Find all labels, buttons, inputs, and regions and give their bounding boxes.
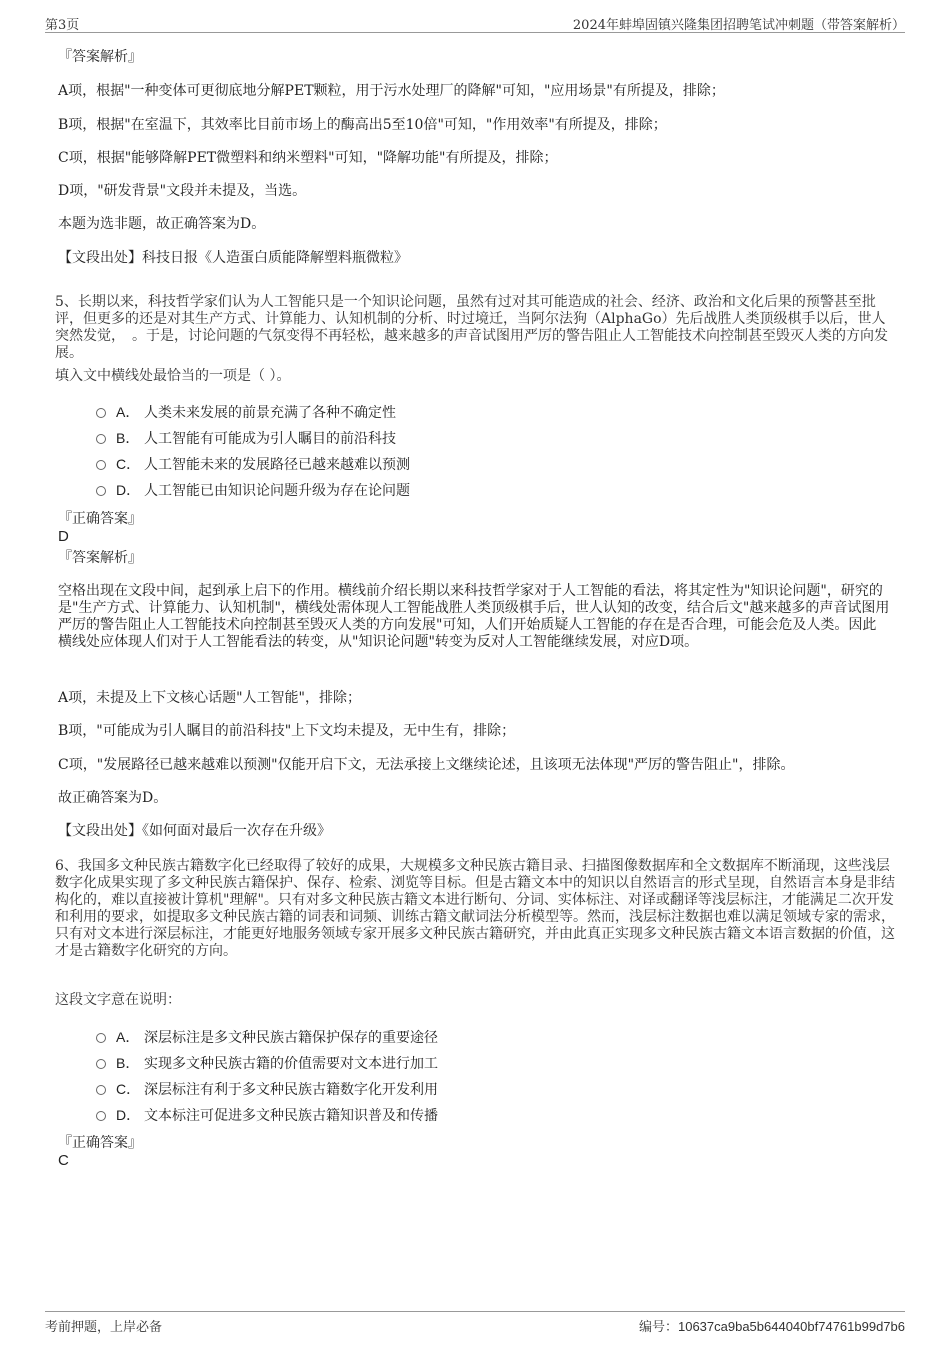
radio-icon[interactable] [96, 1085, 106, 1095]
analysis-line-d: D项，"研发背景"文段并未提及，当选。 [58, 183, 307, 199]
source-citation: 【文段出处】科技日报《人造蛋白质能降解塑料瓶微粒》 [58, 250, 408, 266]
question-5-option-b[interactable]: B． 人工智能有可能成为引人瞩目的前沿科技 [96, 429, 396, 448]
radio-icon[interactable] [96, 1059, 106, 1069]
analysis-line-a: A项，未提及上下文核心话题"人工智能"，排除； [58, 690, 361, 706]
analysis-label: 『答案解析』 [58, 49, 142, 65]
question-6-option-d[interactable]: D． 文本标注可促进多文种民族古籍知识普及和传播 [96, 1106, 438, 1125]
question-6-stem: 6、我国多文种民族古籍数字化已经取得了较好的成果，大规模多文种民族古籍目录、扫描图像数据库和全文数据库不断涌现，这些浅层数字化成果实现了多文种民族古籍保护、保存、检索、浏览等目标。但是古籍文本中的知识以自然语言的形式呈现，自然语言本身是非结构化的，难以直接被计算机"理解"。只有对多文种民族古籍文本进行断句、分词、实体标注、对译或翻译等浅层标注，才能满足二次开发和利用的要求，如提取多文种民族古籍的词表和词频、训练古籍文献词法分析模型等。然而，浅层标注数据也难以满足领域专家的需求，只有对文本进行深层标注，才能更好地服务领域专家开展多文种民族古籍研究，并由此真正实现多文种民族古籍文本语言数据的价值，这才是古籍数字化研究的方向。 [55, 858, 895, 959]
page-number: 第3页 [45, 18, 80, 33]
document-title: 2024年蚌埠固镇兴隆集团招聘笔试冲刺题（带答案解析） [572, 18, 905, 33]
analysis-line-b: B项，"可能成为引人瞩目的前沿科技"上下文均未提及，无中生有，排除； [58, 723, 516, 739]
radio-icon[interactable] [96, 1111, 106, 1121]
analysis-conclusion: 本题为选非题，故正确答案为D。 [58, 216, 266, 232]
question-6-option-c[interactable]: C． 深层标注有利于多文种民族古籍数字化开发利用 [96, 1080, 438, 1099]
correct-answer-label: 『正确答案』 [58, 1135, 142, 1151]
question-5-option-d[interactable]: D． 人工智能已由知识论问题升级为存在论问题 [96, 481, 410, 500]
radio-icon[interactable] [96, 408, 106, 418]
analysis-conclusion: 故正确答案为D。 [58, 790, 168, 806]
source-citation: 【文段出处】《如何面对最后一次存在升级》 [58, 823, 331, 839]
radio-icon[interactable] [96, 460, 106, 470]
analysis-label: 『答案解析』 [58, 550, 142, 566]
question-5-option-a[interactable]: A． 人类未来发展的前景充满了各种不确定性 [96, 403, 396, 422]
analysis-line-c: C项，"发展路径已越来越难以预测"仅能开启下文，无法承接上文继续论述，且该项无法体现"严厉的警告阻止"，排除。 [58, 757, 795, 773]
question-5-prompt: 填入文中横线处最恰当的一项是（ ）。 [55, 368, 291, 384]
footer-slogan: 考前押题，上岸必备 [45, 1320, 163, 1335]
correct-answer-label: 『正确答案』 [58, 511, 142, 527]
analysis-line-a: A项，根据"一种变体可更彻底地分解PET颗粒，用于污水处理厂的降解"可知，"应用场景"有所提及，排除； [58, 83, 725, 99]
analysis-line-c: C项，根据"能够降解PET微塑料和纳米塑料"可知，"降解功能"有所提及，排除； [58, 150, 558, 166]
analysis-line-b: B项，根据"在室温下，其效率比目前市场上的酶高出5至10倍"可知，"作用效率"有所提及，排除； [58, 117, 667, 133]
correct-answer-value: D [58, 528, 69, 545]
correct-answer-value: C [58, 1152, 69, 1169]
radio-icon[interactable] [96, 1033, 106, 1043]
question-5-analysis: 空格出现在文段中间，起到承上启下的作用。横线前介绍长期以来科技哲学家对于人工智能的看法，将其定性为"知识论问题"，研究的是"生产方式、计算能力、认知机制"，横线处需体现人工智能战胜人类顶级棋手后，世人认知的改变，结合后文"越来越多的声音试图用严厉的警告阻止人工智能技术向控制甚至毁灭人类的方向发展"可知，人们开始质疑人工智能的存在是否合理，可能会危及人类。因此横线处应体现人们对于人工智能看法的转变，从"知识论问题"转变为反对人工智能继续发展，对应D项。 [58, 583, 890, 650]
question-6-prompt: 这段文字意在说明： [55, 992, 181, 1008]
radio-icon[interactable] [96, 486, 106, 496]
page-footer [45, 1311, 905, 1334]
question-5-option-c[interactable]: C． 人工智能未来的发展路径已越来越难以预测 [96, 455, 410, 474]
question-5-stem: 5、长期以来，科技哲学家们认为人工智能只是一个知识论问题，虽然有过对其可能造成的社会、经济、政治和文化后果的预警甚至批评，但更多的还是对其生产方式、计算能力、认知机制的分析、时过境迁，当阿尔法狗（AlphaGo）先后战胜人类顶级棋手以后，世人突然发觉， 。于是，讨论问题的气氛变得不再轻松，越来越多的声音试图用严厉的警告阻止人工智能技术向控制甚至毁灭人类的方向发展。 [55, 294, 888, 361]
question-6-option-b[interactable]: B． 实现多文种民族古籍的价值需要对文本进行加工 [96, 1054, 438, 1073]
document-id: 编号：10637ca9ba5b644040bf74761b99d7b6 [638, 1319, 905, 1334]
radio-icon[interactable] [96, 434, 106, 444]
page-header [45, 14, 905, 33]
question-6-option-a[interactable]: A． 深层标注是多文种民族古籍保护保存的重要途径 [96, 1028, 438, 1047]
